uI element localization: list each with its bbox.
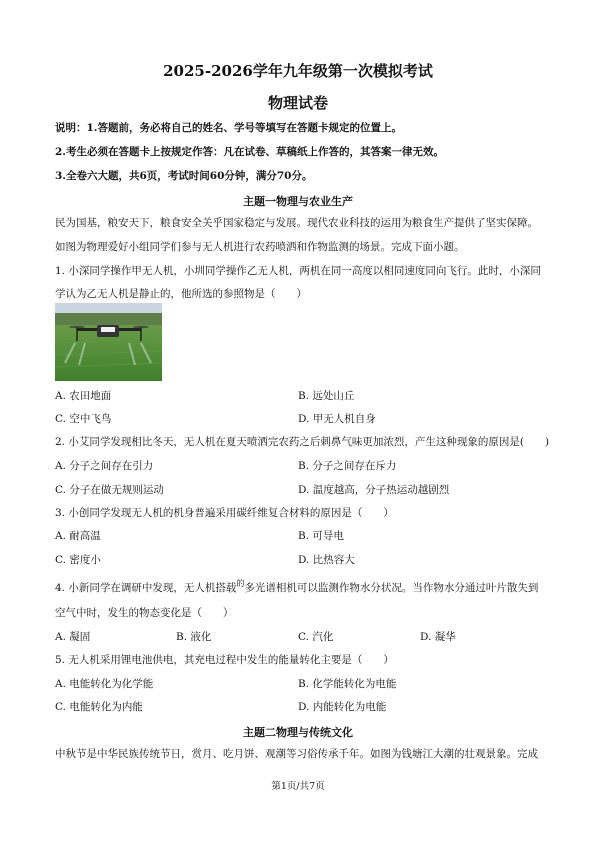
q3-option-b: B. 可导电 xyxy=(298,530,344,542)
section-2-heading: 主题二物理与传统文化 xyxy=(243,726,353,739)
instruction-2: 2.考生必须在答题卡上按规定作答：凡在试卷、草稿纸上作答的，其答案一律无效。 xyxy=(55,146,444,158)
page-number: 第1页/共7页 xyxy=(271,781,325,792)
q4-option-d: D. 凝华 xyxy=(420,631,456,643)
q3-option-c: C. 密度小 xyxy=(55,554,101,566)
instruction-1: 说明：1.答题前，务必将自己的姓名、学号等填写在答题卡规定的位置上。 xyxy=(55,122,402,134)
q2-option-b: B. 分子之间存在斥力 xyxy=(298,460,397,472)
q2-stem: 2. 小艾同学发现相比冬天，无人机在夏天喷洒完农药之后刺鼻气味更加浓烈，产生这种现象的原因是( ) xyxy=(55,436,550,448)
section-1-heading: 主题一物理与农业生产 xyxy=(243,195,353,208)
q5-option-c: C. 电能转化为内能 xyxy=(55,701,143,713)
q2-option-c: C. 分子在做无规则运动 xyxy=(55,484,164,496)
q1-stem-line-2: 学认为乙无人机是静止的，他所选的参照物是（ ） xyxy=(55,288,307,300)
drone-field-image xyxy=(55,303,162,381)
q4-stem-part-1: 4. 小新同学在调研中发现，无人机搭载 xyxy=(55,582,237,594)
q1-stem-line-1: 1. 小深同学操作甲无人机，小圳同学操作乙无人机，两机在同一高度以相同速度同向飞行。此时，小深同 xyxy=(55,265,541,277)
drone-spraying-photo xyxy=(55,303,162,381)
q4-stem-line-1 xyxy=(55,581,538,596)
q4-option-c: C. 汽化 xyxy=(298,631,334,643)
q3-stem: 3. 小创同学发现无人机的机身普遍采用碳纤维复合材料的原因是（ ） xyxy=(55,507,394,519)
q1-option-b: B. 远处山丘 xyxy=(298,390,355,402)
exam-subtitle: 物理试卷 xyxy=(267,94,328,112)
q4-stem-line-2: 空气中时，发生的物态变化是（ ） xyxy=(55,607,234,619)
section-2-intro: 中秋节是中华民族传统节日，赏月、吃月饼、观潮等习俗传承千年。如图为钱塘江大潮的壮观景象。完成 xyxy=(55,748,538,760)
q2-option-a: A. 分子之间存在引力 xyxy=(55,460,154,472)
q4-option-a: A. 凝固 xyxy=(55,631,91,643)
q3-option-a: A. 耐高温 xyxy=(55,530,101,542)
q4-stem-part-2: 多光谱相机可以监测作物水分状况。当作物水分通过叶片散失到 xyxy=(244,582,539,594)
q3-option-d: D. 比热容大 xyxy=(298,554,355,566)
section-1-intro-line-1: 民为国基，粮安天下，粮食安全关乎国家稳定与发展。现代农业科技的运用为粮食生产提供了坚实保障。 xyxy=(55,217,538,229)
q4-option-b: B. 液化 xyxy=(176,631,212,643)
section-1-intro-line-2: 如图为物理爱好小组同学们参与无人机进行农药喷洒和作物监测的场景。完成下面小题。 xyxy=(55,241,465,253)
q1-option-a: A. 农田地面 xyxy=(55,390,112,402)
q5-option-d: D. 内能转化为电能 xyxy=(298,701,387,713)
q5-stem: 5. 无人机采用锂电池供电，其充电过程中发生的能量转化主要是（ ） xyxy=(55,654,394,666)
q5-option-a: A. 电能转化为化学能 xyxy=(55,678,154,690)
q4-superscript-mark: 的 xyxy=(236,579,245,588)
q2-option-d: D. 温度越高，分子热运动越剧烈 xyxy=(298,484,450,496)
q1-option-c: C. 空中飞鸟 xyxy=(55,413,112,425)
exam-title: 2025-2026学年九年级第一次模拟考试 xyxy=(163,62,433,80)
q5-option-b: B. 化学能转化为电能 xyxy=(298,678,397,690)
instruction-3: 3.全卷六大题，共6页，考试时间60分钟，满分70分。 xyxy=(55,170,313,182)
q1-option-d: D. 甲无人机自身 xyxy=(298,413,376,425)
